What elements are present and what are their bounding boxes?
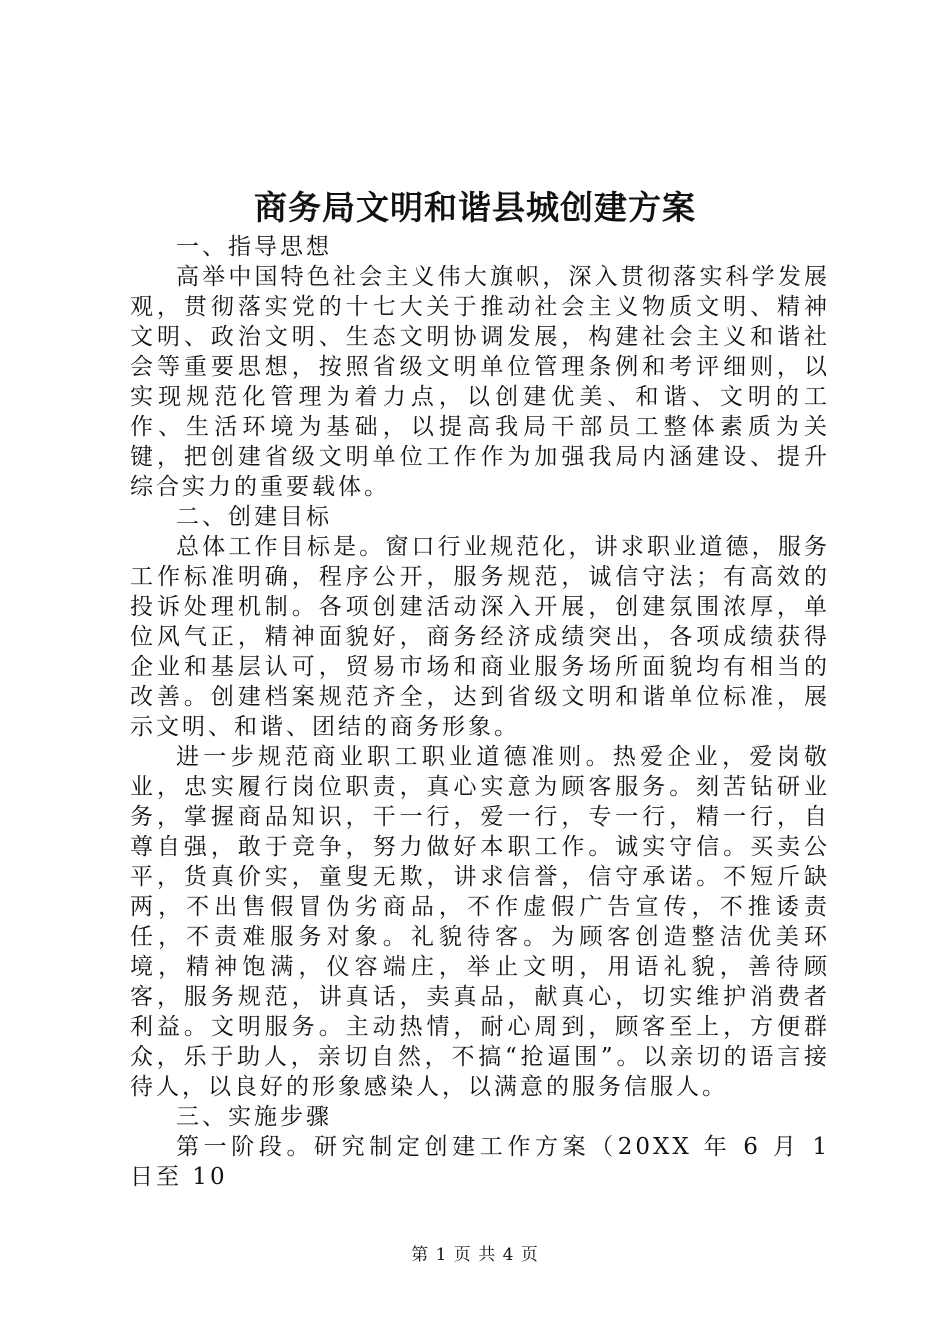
document-title: 商务局文明和谐县城创建方案: [254, 188, 696, 227]
paragraph-professional-ethics: 进一步规范商业职工职业道德准则。热爱企业，爱岗敬业，忠实履行岗位职责，真心实意为顾客服务。刻苦钻研业务，掌握商品知识，干一行，爱一行，专一行，精一行，自尊自强，敢于竞争，努力做好本职工作。诚实守信。买卖公平，货真价实，童叟无欺，讲求信誉，信守承诺。不短斤缺两，不出售假冒伪劣商品，不作虚假广告宣传，不推诿责任，不责难服务对象。礼貌待客。为顾客创造整洁优美环境，精神饱满，仪容端庄，举止文明，用语礼貌，善待顾客，服务规范，讲真话，卖真品，献真心，切实维护消费者利益。文明服务。主动热情，耐心周到，顾客至上，方便群众，乐于助人，亲切自然，不搞“抢逼围”。以亲切的语言接待人，以良好的形象感染人，以满意的服务信服人。: [130, 744, 830, 1100]
section-heading-implementation: 三、实施步骤: [176, 1104, 332, 1130]
paragraph-phase-one: 第一阶段。研究制定创建工作方案（20XX 年 6 月 1 日至 10: [130, 1134, 830, 1190]
page-number-footer: 第 1 页 共 4 页: [411, 1245, 539, 1265]
paragraph-overall-goals: 总体工作目标是。窗口行业规范化，讲求职业道德，服务工作标准明确，程序公开，服务规范，诚信守法；有高效的投诉处理机制。各项创建活动深入开展，创建氛围浓厚，单位风气正，精神面貌好，商务经济成绩突出，各项成绩获得企业和基层认可，贸易市场和商业服务场所面貌均有相当的改善。创建档案规范齐全，达到省级文明和谐单位标准，展示文明、和谐、团结的商务形象。: [130, 534, 830, 740]
paragraph-guiding-thought: 高举中国特色社会主义伟大旗帜，深入贯彻落实科学发展观，贯彻落实党的十七大关于推动社会主义物质文明、精神文明、政治文明、生态文明协调发展，构建社会主义和谐社会等重要思想，按照省级文明单位管理条例和考评细则，以实现规范化管理为着力点，以创建优美、和谐、文明的工作、生活环境为基础，以提高我局干部员工整体素质为关键，把创建省级文明单位工作作为加强我局内涵建设、提升综合实力的重要载体。: [130, 264, 830, 500]
document-body: [130, 232, 830, 1192]
section-heading-goals: 二、创建目标: [176, 504, 332, 530]
section-heading-guiding-thought: 一、指导思想: [176, 234, 332, 260]
